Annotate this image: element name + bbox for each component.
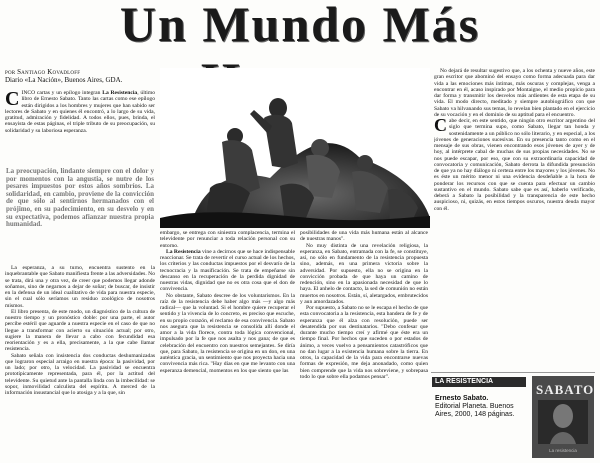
paragraph: No dejará de resultar sugestivo que, a los ochenta y nueve años, este gran escritor que abominó del ensayo como forma adecuada para dar vida a las emociones más íntimas, más oscuras y complejas, venga a encontrar en él, acaso inspirado por Montaigne, el medio propicio para dar forma y transmitir los desvelos más ardientes de esta etapa de su vida. El modo directo, meditado y siempre autobiográfico con que Sabato va hilvanando sus temas, lo revelan bien plantado en el ejercicio de su vocación y en el dominio de su aptitud para el encuentro.: [434, 68, 595, 118]
book-details: [435, 395, 525, 419]
byline-outlet: Diario «La Nación», Buenos Aires, GDA.: [5, 76, 123, 84]
sculpture-photo: [160, 68, 430, 228]
paragraph: embargo, se entrega con siniestra complacencia, termina el televidente por renunciar a toda relación personal con su entorno.: [160, 230, 295, 249]
box-title: LA RESISTENCIA: [432, 377, 526, 387]
headline: Un Mundo Más: [119, 0, 481, 52]
pull-quote: La preocupación, lindante siempre con el dolor y por momentos con la angustia, se nutre de los pesares impuestos por estos años sombríos. La solidaridad, en cambio, proviene de la convicción de que sólo al sentirnos hermanados con el prójimo, en su padecimiento, en su desvelo y en su expectativa, podemos afianzar nuestra propia humanidad.: [6, 168, 154, 229]
paragraph: Por supuesto, a Sabato no se le escapa el hecho de que esta convocatoria a la resistencia, esta bandera de fe y de esperanza que él alza con resolución, puede ser desatendida por sus destinatarios. "Debo confesar que durante mucho tiempo creí y afirmé que éste era un tiempo final. Por hechos que suceden o por estados de ánimo, a veces vuelvo a pensamientos catastróficos que no dan lugar a la existencia humana sobre la tierra. En otros, la capacidad de la vida para encontrarse nuevas formas de expresión, me deja anonadado, como quien bien comprende que la vida nos sobreviene, y sobrepasa todo lo que sobre ella podamos pensar".: [300, 305, 428, 380]
book-title-bold: La Resistencia: [102, 90, 138, 96]
intro-paragraph: CINCO cartas y un epílogo integran La Resistencia, último libro de Ernesto Sabato. Tanto las cartas como ese epílogo están dirigidos a los hombres y mujeres que han sabido ser lectores de Sabato y en quienes él encontró, a lo largo de su vida, gratitud, admiración y fidelidad. A todos ellos, pues, brinda, el ensayista de estas páginas, el triple tributo de su preocupación, su solidaridad y su laboriosa esperanza.: [5, 90, 155, 134]
paragraph: Sabato señala con insistencia dos conductas deshumanizadas que lograron especial arraigo en nuestra época: la pasividad, por un lado; por otro, la velocidad. La pasividad se encuentra prototípicamente representada, para él, por la actitud del televidente. Su quietud ante la pantalla linda con la imbecilidad: se sopor, inmovilidad calculista del espíritu. A merced de la información insustancial que lo atosiga y a la que, sin: [5, 352, 155, 396]
column-3: [300, 230, 428, 460]
paragraph: Cabe decir, en este sentido, que ningún otro escritor argentino del siglo que termina supo, como Sabato, llegar tan honda y sostenidamente a un público no sólo literario, y en especial, a los jóvenes de generaciones sucesivas. En su presencia tanto como en el mensaje de sus obras, vienen encontrando esos jóvenes de ayer y de hoy, al intérprete cabal de muchas de sus propias necesidades. No se nos puede escapar, por eso, que con su extraordinaria capacidad de convocatoria y comunicación, Sabato derrota la difundida presunción de que ya no hay diálogo ni certeza entre los mayores y los jóvenes. No es éste un mérito menor ni una evidencia desdeñable a la hora de ponderar los recursos con que se cuenta para efectuar un cambio sustantivo en el mundo. Sabato sabe que es así, haberlo verificado, deberá a Sabato la posibilidad y la transparencia de este hecho auspicioso, ni, quizás, en estos tiempos oscuros, nuestra deuda mayor con él.: [434, 115, 595, 212]
dropcap: C: [434, 115, 447, 135]
book-author: Ernesto Sabato.: [435, 395, 489, 402]
byline-author: Santiago Kovadloff: [17, 68, 81, 76]
book-publisher: Editorial Planeta. Buenos Aires, 2000, 148 páginas.: [435, 403, 515, 418]
dropcap: C: [5, 90, 20, 110]
paragraph: posibilidades de una vida más humana están al alcance de nuestras manos".: [300, 230, 428, 243]
paragraph: El libro presenta, de este modo, un diagnóstico de la cultura de nuestro tiempo y un pronóstico doble: por una parte, el autor percibe estéril que aguarde a nuestra especie en el caso de que no llegue a transformar con acierto su situación actual; por otro, sugiere la manera de llevar a cabo con fecundidad esa reorientación y es a ella, precisamente, a la que cabe llamar resistencia.: [5, 308, 155, 353]
column-1: [5, 90, 155, 166]
book-title-bold: La Resistencia: [166, 248, 201, 255]
sculpture-image: [160, 68, 430, 228]
byline-prefix: por: [5, 68, 16, 76]
book-cover-title: La resistencia: [549, 448, 577, 453]
paragraph: No obstante, Sabato descree de los voluntarismos. En la raíz de la resistencia debe haber algo más —y algo más radical— que la voluntad. Si el hombre quiere recuperar el sentido y la vivencia de lo concreto, es preciso que escuche, en su propio corazón, el reclamo de esa convivencia. Sabato nos asegura que la resistencia se consolida allí donde el amor a la vida florece, contra toda lógica convencional, impulsado por la fe que nos asalta y nos gana; de que es celebración del encuentro con nuestros semejantes. Se diría que, para Sabato, la resistencia se origina en un don, en una auténtica gracia, un sentimiento que nos proyecta hacia una convivencia más rica. "Hay días en que me levanto con una esperanza demencial, momentos en los que siento que las: [160, 292, 295, 374]
book-cover-author: SABATO: [536, 382, 594, 397]
paragraph: No muy distinta de una revelación religiosa, la esperanza, en Sabato, entramada con la fe, se constituye, así, no sólo en fundamento de la resistencia propuesta sino, además, en una primera victoria sobre la adversidad. Por supuesto, ella no se origina en la convicción probada de que haya un camino de redención, sino en la apasionada necesidad de que lo haya. El anhelo de contacto, la sed de comunión no están muertos en nosotros. Están, sí, aletargados, embrutecidos y aun amordazados.: [300, 242, 428, 305]
book-info-box: [431, 372, 595, 461]
column-4: [434, 68, 595, 370]
book-cover: [532, 376, 594, 458]
paragraph: La Resistencia vine a decirnos que se hace indispensable reaccionar. Se trata de revertir el curso actual de los hechos, los criterios y las conductas impuestos por el desvarío de la tecnocracia y la masificación. Se trata de empeñarse sin descanso en la recuperación de la perdida dignidad de nuestras vidas, dignidad que no es otra cosa que el don de convivencia.: [160, 248, 295, 293]
paragraph: La esperanza, a su turno, encuentra sustento en la inquebrantable que Sabato manifiesta frente a las adversidades. No se trata, dirá una y otra vez, de creer que podemos llegar adonde soñamos, sino de negarnos a dejar de soñar; de buscar, de insistir en la defensa de un ideal cualitativo de vida para nuestra especie, sin el cual sólo seríamos un residuo zoológico de nosotros mismos.: [5, 265, 155, 309]
column-1-lower: [5, 265, 155, 461]
column-2: [160, 230, 295, 460]
